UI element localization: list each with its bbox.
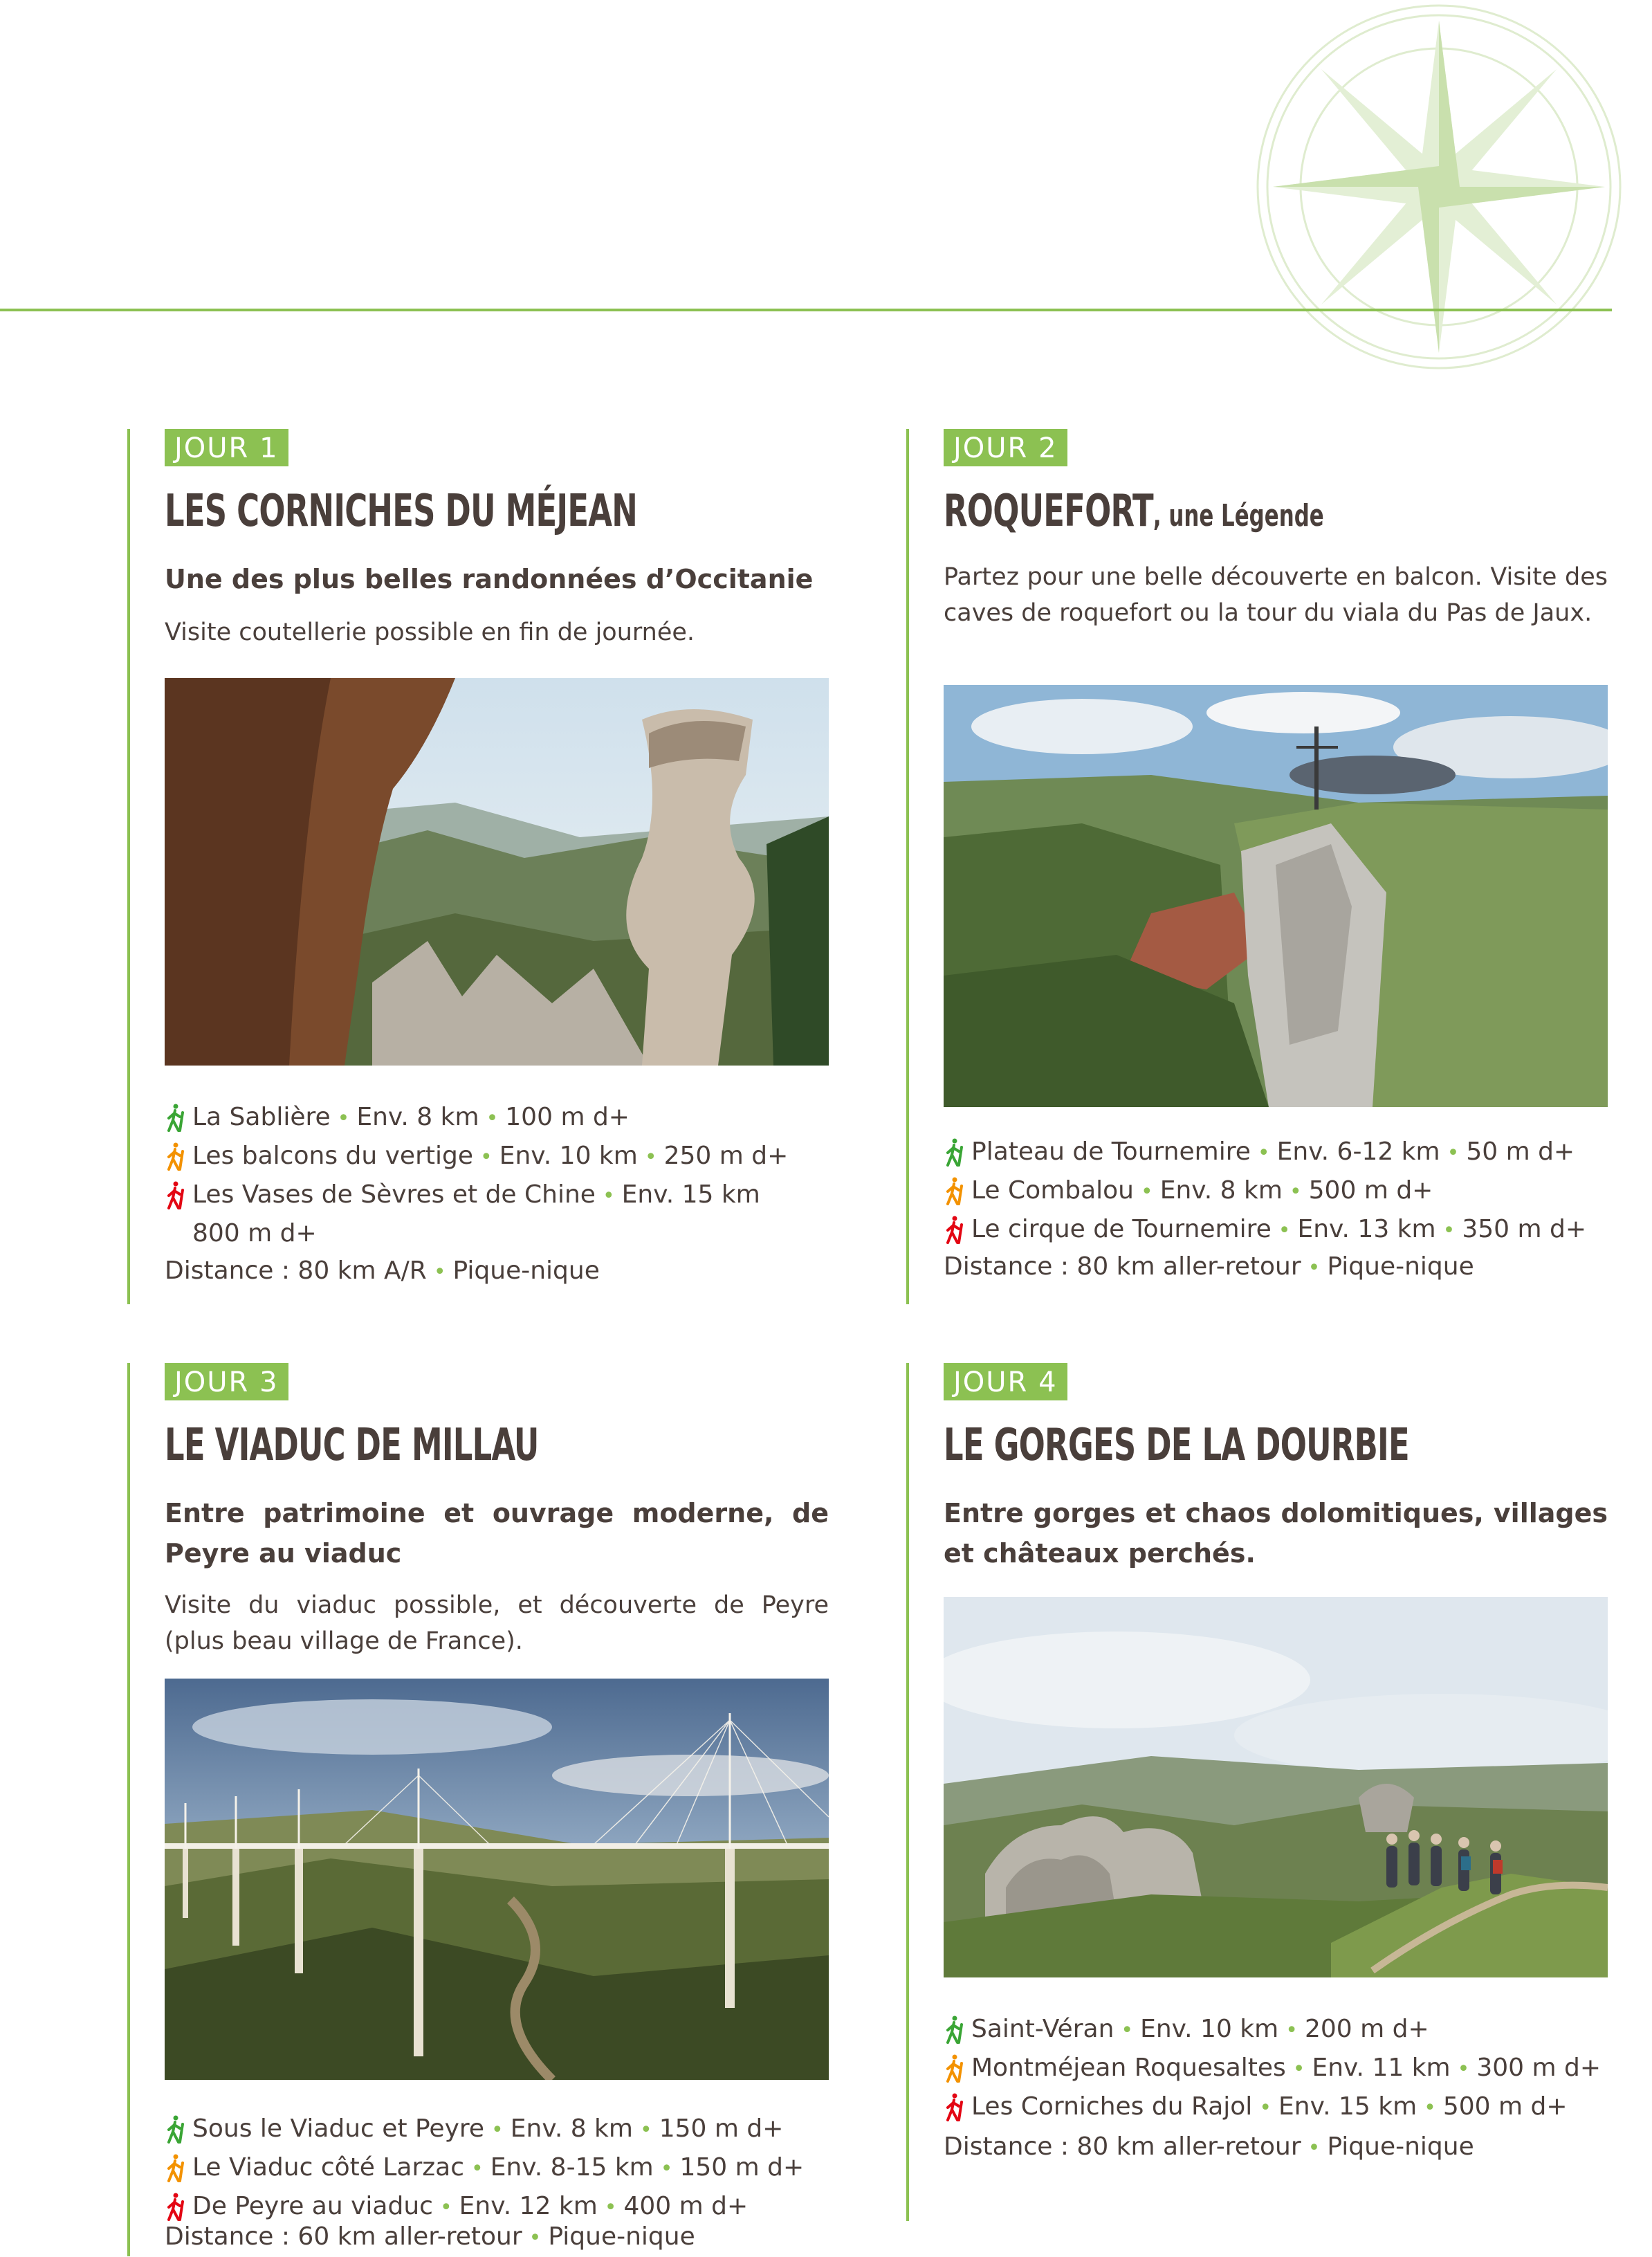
hike-elevation: 50 m d+ [1466, 1137, 1575, 1166]
hiker-orange-icon [165, 2153, 185, 2182]
hike-name: Montméjean Roquesaltes [971, 2054, 1286, 2082]
trip-distance: Distance : 80 km A/R • Pique-nique [165, 1257, 600, 1285]
hiker-green-icon [944, 1137, 964, 1167]
hiker-green-icon [165, 1103, 185, 1132]
hike-distance: Env. 6-12 km [1276, 1137, 1440, 1166]
meal-info: Pique-nique [1327, 2132, 1474, 2161]
hike-name: La Sablière [192, 1103, 331, 1131]
hike-item-medium: Les balcons du vertige • Env. 10 km • 250 m d+ [165, 1137, 843, 1176]
hike-list [165, 1099, 843, 1252]
header-rule [0, 309, 1612, 311]
hike-list [944, 1133, 1635, 1250]
hike-distance: Env. 10 km [1140, 2015, 1279, 2043]
rock-pillar-gorge-photo [165, 678, 829, 1066]
trip-distance-value: Distance : 80 km aller-retour [944, 2132, 1301, 2161]
day-subtitle: Entre gorges et chaos dolomitiques, villages et châteaux perchés. [944, 1498, 1608, 1569]
hiker-orange-icon [944, 2054, 964, 2083]
combalou-cliff-photo [944, 685, 1608, 1107]
hike-item-easy: Plateau de Tournemire • Env. 6-12 km • 50 m d+ [944, 1133, 1635, 1172]
hike-elevation: 300 m d+ [1476, 2054, 1601, 2082]
day-1-section [127, 429, 856, 1304]
hike-item-hard: Le cirque de Tournemire • Env. 13 km • 350 m d+ [944, 1211, 1635, 1250]
hike-distance: Env. 13 km [1297, 1215, 1436, 1243]
day-2-section [906, 429, 1635, 1304]
hike-elevation: 500 m d+ [1308, 1176, 1433, 1205]
hike-name: Plateau de Tournemire [971, 1137, 1251, 1166]
hike-name: Les Vases de Sèvres et de Chine [192, 1180, 596, 1209]
hike-distance: Env. 8 km [356, 1103, 479, 1131]
hike-name: Le Viaduc côté Larzac [192, 2153, 465, 2182]
day-title: LE VIADUC DE MILLAU [165, 1420, 539, 1471]
hiker-red-icon [165, 1180, 185, 1209]
compass-rose-icon [1252, 0, 1626, 374]
hike-name: Le Combalou [971, 1176, 1135, 1205]
trip-distance: Distance : 60 km aller-retour • Pique-nique [165, 2222, 695, 2251]
hike-distance: Env. 11 km [1312, 2054, 1451, 2082]
trip-distance-value: Distance : 60 km aller-retour [165, 2222, 522, 2251]
day-title-suffix: , une Légende [1153, 498, 1324, 533]
hike-distance: Env. 15 km [1278, 2092, 1417, 2121]
hiker-green-icon [944, 2015, 964, 2044]
meal-info: Pique-nique [452, 1257, 600, 1285]
hike-item-hard: Les Vases de Sèvres et de Chine • Env. 15 km 800 m d+ [165, 1176, 843, 1252]
meal-info: Pique-nique [548, 2222, 695, 2251]
hike-elevation: 200 m d+ [1304, 2015, 1429, 2043]
hike-item-easy: La Sablière • Env. 8 km • 100 m d+ [165, 1099, 843, 1137]
day-badge: JOUR 1 [165, 429, 288, 466]
hike-elevation: 350 m d+ [1462, 1215, 1586, 1243]
day-description: Visite du viaduc possible, et découverte de Peyre (plus beau village de France). [165, 1591, 829, 1655]
hike-name: Les Corniches du Rajol [971, 2092, 1253, 2121]
hiker-red-icon [944, 1215, 964, 1244]
hike-list [165, 2110, 843, 2227]
hiker-green-icon [165, 2114, 185, 2144]
hike-distance: Env. 10 km [499, 1142, 638, 1170]
day-badge: JOUR 2 [944, 429, 1067, 466]
hike-item-easy: Saint-Véran • Env. 10 km • 200 m d+ [944, 2011, 1635, 2049]
hike-item-medium: Le Combalou • Env. 8 km • 500 m d+ [944, 1172, 1635, 1211]
hike-elevation: 150 m d+ [679, 2153, 805, 2182]
hiker-red-icon [944, 2092, 964, 2121]
hike-distance: Env. 8 km [510, 2114, 633, 2143]
day-subtitle: Une des plus belles randonnées d’Occitanie [165, 564, 814, 594]
day-badge: JOUR 3 [165, 1363, 288, 1400]
hikers-dolomitic-chaos-photo [944, 1597, 1608, 1977]
millau-viaduct-photo [165, 1679, 829, 2080]
trip-distance-value: Distance : 80 km A/R [165, 1257, 427, 1285]
hike-name: Saint-Véran [971, 2015, 1114, 2043]
day-title [944, 486, 1324, 537]
hike-elevation: 150 m d+ [659, 2114, 784, 2143]
hike-distance: Env. 8 km [1159, 1176, 1283, 1205]
hike-name: De Peyre au viaduc [192, 2192, 433, 2220]
hike-elevation: 400 m d+ [623, 2192, 749, 2220]
hiker-red-icon [165, 2192, 185, 2221]
hike-distance: Env. 12 km [459, 2192, 598, 2220]
day-3-section [127, 1363, 856, 2256]
hiker-orange-icon [165, 1142, 185, 1171]
hiker-orange-icon [944, 1176, 964, 1205]
trip-distance-value: Distance : 80 km aller-retour [944, 1252, 1301, 1281]
hike-item-hard: Les Corniches du Rajol • Env. 15 km • 500 m d+ [944, 2088, 1635, 2127]
day-4-section [906, 1363, 1635, 2221]
hike-item-medium: Le Viaduc côté Larzac • Env. 8-15 km • 150 m d+ [165, 2149, 843, 2188]
day-title: LES CORNICHES DU MÉJEAN [165, 486, 638, 537]
day-description: Visite coutellerie possible en fin de journée. [165, 619, 695, 646]
day-title-main: ROQUEFORT [944, 486, 1153, 537]
hike-elevation: 250 m d+ [663, 1142, 789, 1170]
hike-item-medium: Montméjean Roquesaltes • Env. 11 km • 300 m d+ [944, 2049, 1635, 2088]
day-description: Partez pour une belle découverte en balcon. Visite des caves de roquefort ou la tour du viala du Pas de Jaux. [944, 563, 1608, 627]
hike-name: Sous le Viaduc et Peyre [192, 2114, 485, 2143]
hike-list [944, 2011, 1635, 2127]
hike-distance: Env. 8-15 km [490, 2153, 654, 2182]
day-badge: JOUR 4 [944, 1363, 1067, 1400]
trip-distance: Distance : 80 km aller-retour • Pique-nique [944, 2132, 1474, 2161]
hike-elevation: 100 m d+ [505, 1103, 630, 1131]
hike-name: Le cirque de Tournemire [971, 1215, 1272, 1243]
hike-elevation: 500 m d+ [1442, 2092, 1568, 2121]
hike-elevation: 800 m d+ [192, 1219, 317, 1248]
trip-distance: Distance : 80 km aller-retour • Pique-nique [944, 1252, 1474, 1281]
hike-name: Les balcons du vertige [192, 1142, 474, 1170]
day-subtitle: Entre patrimoine et ouvrage moderne, de Peyre au viaduc [165, 1498, 829, 1569]
hike-item-hard: De Peyre au viaduc • Env. 12 km • 400 m d+ [165, 2188, 843, 2227]
hike-item-easy: Sous le Viaduc et Peyre • Env. 8 km • 150 m d+ [165, 2110, 843, 2149]
hike-distance: Env. 15 km [621, 1180, 760, 1209]
meal-info: Pique-nique [1327, 1252, 1474, 1281]
day-title: LE GORGES DE LA DOURBIE [944, 1420, 1409, 1471]
